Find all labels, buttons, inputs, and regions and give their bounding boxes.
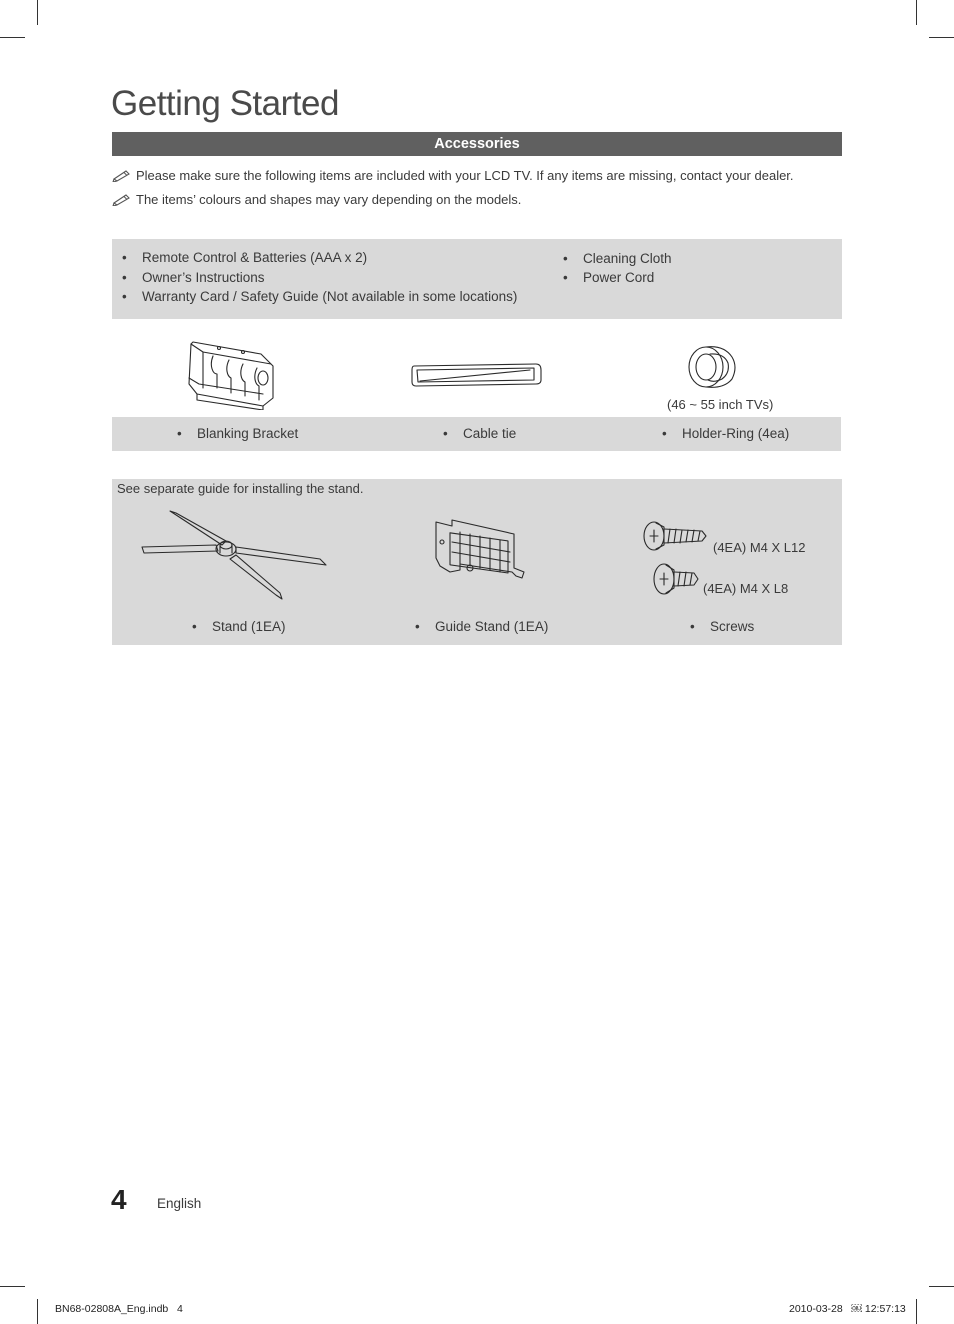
note-text: The items’ colours and shapes may vary depending on the models. <box>136 192 522 207</box>
list-item: • Blanking Bracket <box>197 426 298 441</box>
crop-mark <box>916 1299 917 1324</box>
screw-spec: (4EA) M4 X L8 <box>703 581 789 596</box>
stand-guide-note: See separate guide for installing the stand. <box>117 481 364 496</box>
note-item <box>112 192 521 207</box>
crop-mark <box>0 37 25 38</box>
list-item: • Remote Control & Batteries (AAA x 2) <box>142 250 367 265</box>
list-item: • Screws <box>710 619 754 634</box>
print-timestamp: 2010-03-28 ￼ 12:57:13 <box>789 1303 906 1315</box>
pencil-note-icon <box>112 168 132 182</box>
pencil-note-icon <box>112 192 132 206</box>
section-heading: Accessories <box>112 132 842 156</box>
file-name: BN68-02808A_Eng.indb 4 <box>55 1303 183 1315</box>
crop-mark <box>916 0 917 25</box>
screw-m4-l12-icon <box>642 519 708 553</box>
screw-m4-l8-icon <box>652 561 700 597</box>
page-title: Getting Started <box>111 84 339 123</box>
cable-tie-icon <box>410 362 542 388</box>
blanking-bracket-icon <box>183 338 278 410</box>
guide-stand-icon <box>430 518 526 582</box>
list-item: • Cleaning Cloth <box>583 251 672 266</box>
holder-ring-icon <box>686 343 738 389</box>
crop-mark <box>929 1286 954 1287</box>
note-text: Please make sure the following items are included with your LCD TV. If any items are missing, contact your dealer. <box>136 168 794 183</box>
page-number: 4 <box>111 1184 127 1215</box>
list-item: • Power Cord <box>583 270 654 285</box>
list-item: • Stand (1EA) <box>212 619 286 634</box>
list-item: • Owner’s Instructions <box>142 270 265 285</box>
list-item: • Guide Stand (1EA) <box>435 619 548 634</box>
screw-spec: (4EA) M4 X L12 <box>713 540 806 555</box>
list-item: • Cable tie <box>463 426 516 441</box>
note-item <box>112 168 794 183</box>
language-label: English <box>157 1196 202 1211</box>
list-item: • Warranty Card / Safety Guide (Not available in some locations) <box>142 289 517 304</box>
stand-icon <box>140 509 330 601</box>
crop-mark <box>37 0 38 25</box>
crop-mark <box>0 1286 25 1287</box>
holder-ring-note: (46 ~ 55 inch TVs) <box>667 397 774 412</box>
list-item: • Holder-Ring (4ea) <box>682 426 789 441</box>
crop-mark <box>37 1299 38 1324</box>
crop-mark <box>929 37 954 38</box>
